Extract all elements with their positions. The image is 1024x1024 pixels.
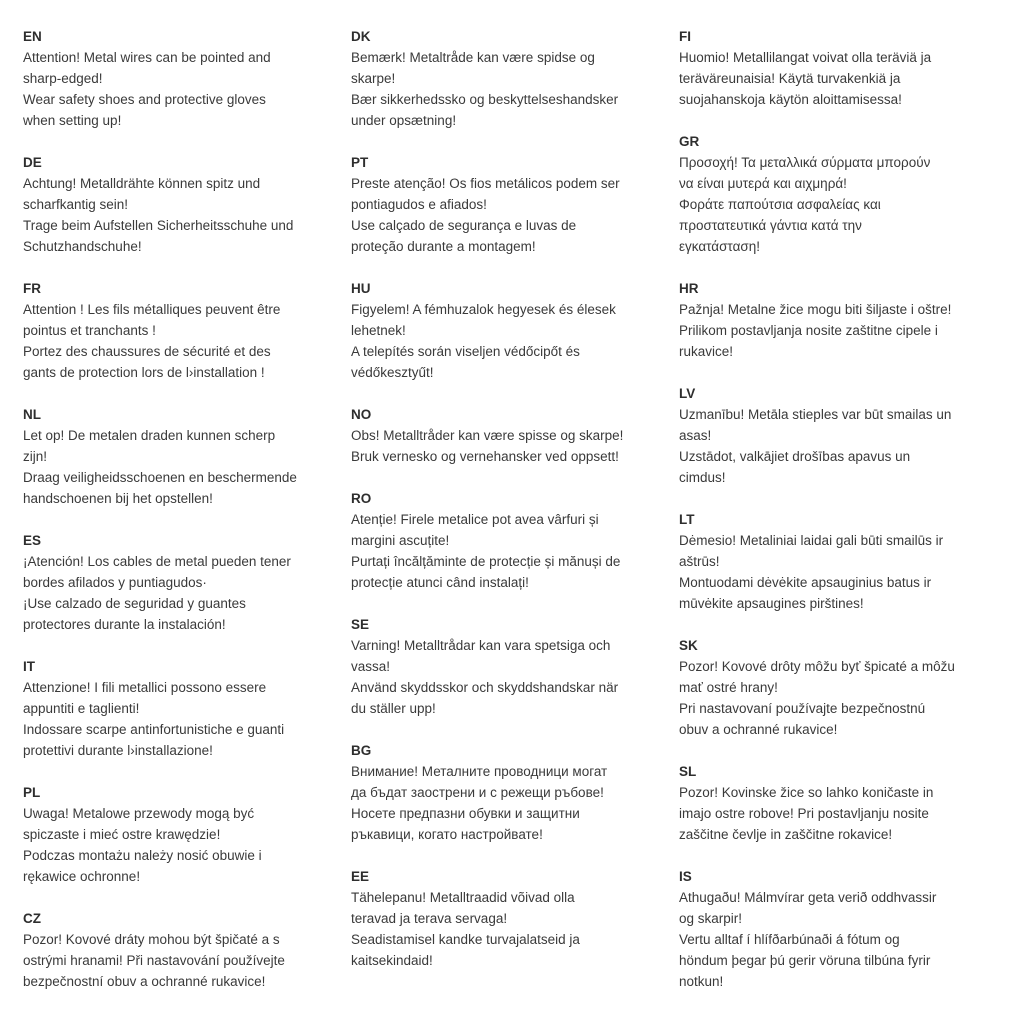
warning-text-line: pontiagudos e afiados!	[351, 197, 487, 212]
language-code-label: FR	[23, 281, 41, 296]
warning-text-line: Purtați încălțăminte de protecție și mănuși de	[351, 554, 621, 569]
warning-text-line: Varning! Metalltrådar kan vara spetsiga och	[351, 638, 611, 653]
warning-text-line: imajo ostre robove! Pri postavljanju nosite	[679, 806, 929, 821]
language-code-label: LV	[679, 386, 696, 401]
warning-column-2	[351, 26, 679, 1013]
language-code-label: DK	[351, 29, 371, 44]
warning-block-en	[23, 26, 351, 131]
language-code-label: SE	[351, 617, 370, 632]
language-code-label: NL	[23, 407, 41, 422]
language-code-label: IT	[23, 659, 35, 674]
warning-block-ee	[351, 866, 679, 971]
warning-block-gr	[679, 131, 1024, 257]
warning-text-line: bordes afilados y puntiagudos·	[23, 575, 207, 590]
warning-text-line: protecție atunci când instalați!	[351, 575, 529, 590]
warning-block-ro	[351, 488, 679, 593]
warning-text-line: protettivi durante l›installazione!	[23, 743, 213, 758]
warning-block-se	[351, 614, 679, 719]
warning-text-line: kaitsekindaid!	[351, 953, 433, 968]
warning-text-line: Attenzione! I fili metallici possono essere	[23, 680, 267, 695]
warning-text-line: Use calçado de segurança e luvas de	[351, 218, 577, 233]
language-code-label: IS	[679, 869, 692, 884]
language-code-label: LT	[679, 512, 695, 527]
warning-block-lv	[679, 383, 1024, 488]
warning-text-line: Obs! Metalltråder kan være spisse og skarpe!	[351, 428, 624, 443]
warning-text-line: Wear safety shoes and protective gloves	[23, 92, 266, 107]
warning-text-line: Носете предпазни обувки и защитни	[351, 806, 580, 821]
warning-text-line: mať ostré hrany!	[679, 680, 778, 695]
language-code-label: FI	[679, 29, 691, 44]
language-code-label: PL	[23, 785, 41, 800]
warning-text-line: Pažnja! Metalne žice mogu biti šiljaste i oštre!	[679, 302, 952, 317]
warning-text-line: Uzmanību! Metāla stieples var būt smailas un	[679, 407, 952, 422]
warning-text-line: Indossare scarpe antinfortunistiche e guanti	[23, 722, 285, 737]
warning-text-line: Bruk vernesko og vernehansker ved oppsett!	[351, 449, 619, 464]
warning-text-line: sharp-edged!	[23, 71, 103, 86]
warning-block-nl	[23, 404, 351, 509]
warning-text-line: να είναι μυτερά και αιχμηρά!	[679, 176, 847, 191]
language-code-label: BG	[351, 743, 372, 758]
warning-column-1	[23, 26, 351, 1013]
language-code-label: DE	[23, 155, 42, 170]
warning-block-cz	[23, 908, 351, 992]
warning-text-line: Montuodami dėvėkite apsauginius batus ir	[679, 575, 932, 590]
warning-block-is	[679, 866, 1024, 992]
warning-block-es	[23, 530, 351, 635]
warning-text-line: teravad ja terava servaga!	[351, 911, 508, 926]
language-code-label: SK	[679, 638, 698, 653]
warning-text-line: rukavice!	[679, 344, 734, 359]
warning-text-line: when setting up!	[23, 113, 122, 128]
warning-text-line: notkun!	[679, 974, 724, 989]
warning-block-fr	[23, 278, 351, 383]
warning-text-line: Bemærk! Metaltråde kan være spidse og	[351, 50, 595, 65]
warning-text-line: Προσοχή! Τα μεταλλικά σύρματα μπορούν	[679, 155, 931, 170]
warning-block-de	[23, 152, 351, 257]
warning-text-line: margini ascuțite!	[351, 533, 450, 548]
warning-text-line: ostrými hranami! Při nastavování používejte	[23, 953, 285, 968]
warning-block-fi	[679, 26, 1024, 110]
warning-text-line: zaščitne čevlje in zaščitne rokavice!	[679, 827, 893, 842]
language-code-label: HR	[679, 281, 699, 296]
language-code-label: EN	[23, 29, 42, 44]
language-code-label: SL	[679, 764, 697, 779]
warning-text-line: Bær sikkerhedssko og beskyttelseshandsker	[351, 92, 619, 107]
warning-text-line: A telepítés során viseljen védőcipőt és	[351, 344, 580, 359]
warning-text-line: Dėmesio! Metaliniai laidai gali būti smailūs ir	[679, 533, 944, 548]
warning-block-sk	[679, 635, 1024, 740]
warning-block-it	[23, 656, 351, 761]
warning-text-line: lehetnek!	[351, 323, 406, 338]
warning-block-bg	[351, 740, 679, 845]
warning-text-line: ръкавици, когато настройвате!	[351, 827, 543, 842]
warning-text-line: Schutzhandschuhe!	[23, 239, 142, 254]
warning-text-line: protectores durante la instalación!	[23, 617, 226, 632]
warning-text-line: skarpe!	[351, 71, 396, 86]
warning-text-line: Attention! Metal wires can be pointed and	[23, 50, 271, 65]
warning-text-line: bezpečnostní obuv a ochranné rukavice!	[23, 974, 266, 989]
warning-text-line: cimdus!	[679, 470, 726, 485]
warning-text-line: Pri nastavovaní používajte bezpečnostnú	[679, 701, 926, 716]
warning-text-line: Uzstādot, valkājiet drošības apavus un	[679, 449, 911, 464]
warning-text-line: Använd skyddsskor och skyddshandskar när	[351, 680, 619, 695]
warning-text-line: ¡Use calzado de seguridad y guantes	[23, 596, 246, 611]
warning-block-lt	[679, 509, 1024, 614]
warning-text-line: og skarpir!	[679, 911, 743, 926]
warning-text-line: védőkesztyűt!	[351, 365, 434, 380]
warning-text-line: suojahanskoja käytön aloittamisessa!	[679, 92, 902, 107]
warning-text-line: ¡Atención! Los cables de metal pueden tener	[23, 554, 291, 569]
warning-text-line: Portez des chaussures de sécurité et des	[23, 344, 271, 359]
warning-text-line: gants de protection lors de l›installation !	[23, 365, 265, 380]
warning-text-line: Tähelepanu! Metalltraadid võivad olla	[351, 890, 575, 905]
warning-text-line: proteção durante a montagem!	[351, 239, 536, 254]
warning-column-3	[679, 26, 1024, 1013]
warning-text-line: höndum þegar þú gerir vöruna tilbúna fyrir	[679, 953, 931, 968]
warning-text-line: Uwaga! Metalowe przewody mogą być	[23, 806, 255, 821]
warning-text-line: Pozor! Kovinske žice so lahko koničaste in	[679, 785, 934, 800]
warning-text-line: Figyelem! A fémhuzalok hegyesek és élesek	[351, 302, 616, 317]
warning-text-line: spiczaste i mieć ostre krawędzie!	[23, 827, 221, 842]
warning-text-line: Trage beim Aufstellen Sicherheitsschuhe und	[23, 218, 294, 233]
warning-block-dk	[351, 26, 679, 131]
warning-text-line: Achtung! Metalldrähte können spitz und	[23, 176, 261, 191]
warning-text-line: teräväreunaisia! Käytä turvakenkiä ja	[679, 71, 901, 86]
warning-text-line: du ställer upp!	[351, 701, 436, 716]
warning-text-line: Draag veiligheidsschoenen en beschermende	[23, 470, 297, 485]
warning-text-line: under opsætning!	[351, 113, 457, 128]
warning-block-sl	[679, 761, 1024, 845]
warning-text-line: Preste atenção! Os fios metálicos podem ser	[351, 176, 620, 191]
warning-text-line: Attention ! Les fils métalliques peuvent être	[23, 302, 281, 317]
language-code-label: EE	[351, 869, 370, 884]
warning-text-line: да бъдат заострени и с режещи ръбове!	[351, 785, 604, 800]
warning-text-line: vassa!	[351, 659, 391, 674]
warning-text-line: appuntiti e taglienti!	[23, 701, 140, 716]
warning-block-hu	[351, 278, 679, 383]
language-code-label: NO	[351, 407, 372, 422]
warning-text-line: scharfkantig sein!	[23, 197, 129, 212]
warning-text-line: Pozor! Kovové dráty mohou být špičaté a s	[23, 932, 280, 947]
warning-text-line: Athugaðu! Málmvírar geta verið oddhvassir	[679, 890, 937, 905]
language-code-label: HU	[351, 281, 371, 296]
warning-text-line: Atenție! Firele metalice pot avea vârfuri și	[351, 512, 599, 527]
warning-text-line: Vertu alltaf í hlífðarbúnaði á fótum og	[679, 932, 900, 947]
warning-text-line: προστατευτικά γάντια κατά την	[679, 218, 862, 233]
warning-block-no	[351, 404, 679, 467]
warning-text-line: rękawice ochronne!	[23, 869, 141, 884]
language-code-label: RO	[351, 491, 372, 506]
warning-text-line: Φοράτε παπούτσια ασφαλείας και	[679, 197, 881, 212]
warning-text-line: zijn!	[23, 449, 48, 464]
warning-text-line: Pozor! Kovové drôty môžu byť špicaté a môžu	[679, 659, 955, 674]
warning-text-line: Let op! De metalen draden kunnen scherp	[23, 428, 276, 443]
warning-text-line: pointus et tranchants !	[23, 323, 156, 338]
language-code-label: PT	[351, 155, 369, 170]
warning-text-line: Внимание! Металните проводници могат	[351, 764, 608, 779]
language-code-label: CZ	[23, 911, 41, 926]
warning-text-line: εγκατάσταση!	[679, 239, 760, 254]
warning-text-line: asas!	[679, 428, 712, 443]
warning-text-line: mūvėkite apsaugines pirštines!	[679, 596, 864, 611]
language-code-label: ES	[23, 533, 42, 548]
warning-text-line: Prilikom postavljanja nosite zaštitne cipele i	[679, 323, 938, 338]
warning-text-line: Podczas montażu należy nosić obuwie i	[23, 848, 262, 863]
warning-text-line: obuv a ochranné rukavice!	[679, 722, 838, 737]
warning-block-pt	[351, 152, 679, 257]
warning-block-hr	[679, 278, 1024, 362]
language-code-label: GR	[679, 134, 700, 149]
warning-block-pl	[23, 782, 351, 887]
warning-text-line: Huomio! Metallilangat voivat olla teräviä ja	[679, 50, 932, 65]
warning-text-line: handschoenen bij het opstellen!	[23, 491, 213, 506]
warning-text-line: Seadistamisel kandke turvajalatseid ja	[351, 932, 580, 947]
warning-text-line: aštrūs!	[679, 554, 720, 569]
